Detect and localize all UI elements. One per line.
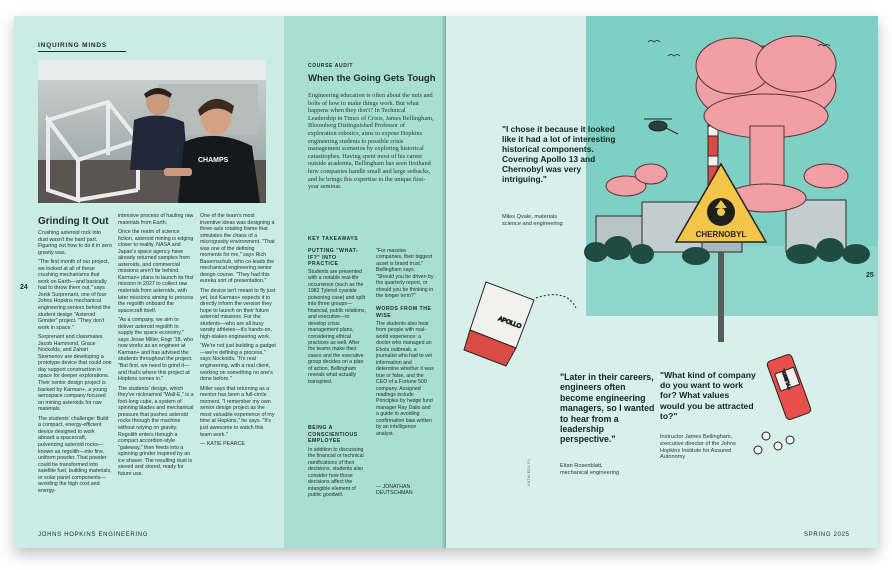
article-headline: Grinding It Out	[38, 216, 109, 227]
pull-quote-1: "I chose it because it looked like it had a lot of interesting historical components. Covering Apollo 13 and Chernobyl was very intriguing."	[502, 124, 616, 184]
paragraph: The students' challenge: Build a compact, energy-efficient device designed to work aboard a spacecraft, pulverizing asteroid rocks—known as regolith—into fine, uniform powder. That powder could be transformed into satellite fuel, building materials, or solar panel components—avoiding the high cost and energy-	[38, 415, 112, 494]
sidebar-byline: — JONATHAN DEUTSCHMAN	[376, 484, 413, 497]
attribution-name: Eitan Rosenblatt,	[560, 463, 603, 469]
sidebar-caption: COURSE AUDIT	[308, 63, 354, 69]
attribution-role: mechanical engineering	[560, 469, 620, 476]
tylenol-bottle	[754, 353, 812, 454]
paragraph: The device isn't meant to fly just yet, but Karman+ expects it to directly inform the version they hope to launch on their future asteroid missions. For the students—who are all busy varsity athletes—it's hands-on, high-stakes engineering work.	[200, 288, 276, 340]
quote-3-attribution: Instructor James Bellingham, executive director of the Johns Hopkins Institute for Assured Autonomy	[660, 434, 736, 461]
footer-publication: JOHNS HOPKINS ENGINEERING	[38, 532, 149, 538]
takeaway-1-heading: PUTTING "WHAT-IF?" INTO PRACTICE	[308, 248, 359, 267]
pull-quote-2: "Later in their careers, engineers often become engineering managers, so I wanted to hear from a leadership perspective."	[560, 372, 655, 445]
capsule-text: APOLLO	[497, 316, 522, 331]
bottle-text: TYLENOL	[780, 368, 793, 390]
photo-illustration	[38, 60, 266, 203]
footer-issue: SPRING 2025	[804, 532, 850, 538]
sidebar-title: When the Going Gets Tough	[308, 73, 436, 84]
article-column-1	[38, 230, 112, 497]
key-takeaways-label: KEY TAKEAWAYS	[308, 236, 359, 242]
magazine-spread	[14, 16, 878, 548]
sign-text: CHERNOBYL	[695, 230, 747, 239]
course-audit-sidebar	[284, 16, 446, 548]
takeaway-quote: "For massive companies, their biggest asset is brand trust," Bellingham says. "Should you be driven by the quarterly report, or should you be thinking in the longer term?"	[376, 248, 434, 300]
sidebar-intro: Engineering education is often about the nuts and bolts of how to make things work. But what happens when they don't? In Technical Leadership in Times of Crisis, James Bellingham, Bloomberg Distinguished Professor of exploration robotics, aims to expose Hopkins engineering students to possible crisis management scenarios by exploring historical catastrophes. Having spent most of his career outside academia, Bellingham has seen firsthand how companies handle small and large setbacks, and he brings this expertise to the unique first-year seminar.	[308, 92, 434, 191]
paragraph: Miller says that returning as a mentor has been a full-circle moment. "I remember my own senior design project as the most valuable experience of my time at Hopkins," he says. "It's just awesome to watch this team work."	[200, 385, 275, 438]
attribution-name: Miles Qvale, materials	[502, 214, 558, 220]
paragraph: intensive process of hauling raw materials from Earth.	[118, 213, 194, 226]
takeaway-3-heading: WORDS FROM THE WISE	[376, 306, 432, 319]
takeaway-1-text: Students are presented with a notable real-life occurrence (such as the 1982 Tylenol cyanide poisoning case) and split into three groups—financial, public relations, and executive—to develop crisis management plans, considering ethical practices as well. After the teams make their cases and the executive group decides on a plan of action, Bellingham reveals what actually transpired.	[308, 269, 366, 385]
left-page	[14, 16, 446, 548]
attribution-role: science and engineering	[502, 220, 563, 227]
paragraph: Once the realm of science fiction, asteroid mining is edging closer to reality. NASA and Japan's space agency have already returned samples from asteroids, and commercial missions aren't far behind. Karman+ plans to launch its first mission in 2027 to collect raw materials from asteroids, with later missions aiming to process the regolith onboard the spacecraft itself.	[118, 229, 194, 314]
students-photo	[38, 60, 266, 203]
paragraph: Surprenant and classmates Jacob Hammond, Grace Nockolds, and Zahari Stoimenov are developing a prototype device that could one day support construction in space for deeper explorations. Their senior design project is backed by Karman+, a young aerospace company focused on mining asteroids for raw materials.	[38, 334, 112, 413]
quote-1-attribution	[502, 214, 612, 228]
article-column-3	[200, 213, 276, 451]
paragraph: Crushing asteroid rock into dust wasn't the hard part. Figuring out how to do it in zero gravity was.	[38, 230, 112, 256]
pull-quote-3: "What kind of company do you want to work for? What values would you be attracted to?"	[660, 370, 756, 421]
takeaway-2-text: In addition to discussing the financial or technical ramifications of their decisions, students also consider how those decisions affect the intangible element of public goodwill.	[308, 447, 364, 499]
quote-2-attribution	[560, 463, 656, 477]
paragraph: "We're not just building a gadget—we're defining a process," says Nockolds. "It's real engineering, with a real client, working on something no one's done before."	[200, 343, 276, 383]
right-page	[446, 16, 878, 548]
illustration-credit: KATHLEEN FU	[526, 458, 531, 486]
article-column-2	[118, 213, 194, 480]
apollo-capsule	[464, 282, 576, 366]
takeaway-2-heading: BEING A CONSCIENTIOUS EMPLOYEE	[308, 425, 358, 444]
paragraph: "As a company, we aim to deliver asteroid regolith to supply the space economy," says Jesse Miller, Engr '18, who now works as an engineer at Karman+ and has advised the students throughout the project. "But first, we need to grind it—and that's where this project at Hopkins comes in."	[118, 317, 194, 383]
page-number-left: 24	[20, 284, 28, 291]
chernobyl-illustration	[446, 16, 878, 548]
paragraph: The students' design, which they've nicknamed "Wall-E," is a foot-long cube, a system of spinning blades and mechanical pressure that pushes asteroid rocks through the machine without relying on gravity. Regolith enters through a compact accordion-style "gateway," then feeds into a spinning grinder inspired by an ice shaver. The resulting dust is sieved and stored, ready for future use.	[118, 385, 194, 477]
section-tag: INQUIRING MINDS	[38, 42, 126, 52]
article-byline: — KATIE PEARCE	[200, 441, 245, 448]
shirt-text: CHAMPS	[198, 157, 229, 164]
page-number-right: 25	[866, 272, 874, 279]
paragraph: "The first month of our project, we looked at all of these crushing mechanisms that work on Earth—and basically had to throw them out," says Jonik Surprenant, one of four Johns Hopkins mechanical engineering seniors behind the student design "Asteroid Grinder" project. "They don't work in space."	[38, 259, 111, 331]
takeaway-3-text: The students also hear from people with real-world experience: a doctor who managed an Ebola outbreak, a journalist who had to vet information and determine whether it was true or false, and the CEO of a Fortune 500 company. Assigned readings include Principles by hedge fund manager Ray Dalio and a guide to avoiding confirmation bias written by an intelligence analyst.	[376, 321, 434, 437]
paragraph: One of the team's most inventive ideas was designing a three-axis rotating frame that simulates the chaos of a microgravity environment. "That was one of the defining moments for me," says Rich Bauernschub, who co-leads the mechanical engineering senior design course. "They had this eureka sort of presentation."	[200, 213, 275, 285]
